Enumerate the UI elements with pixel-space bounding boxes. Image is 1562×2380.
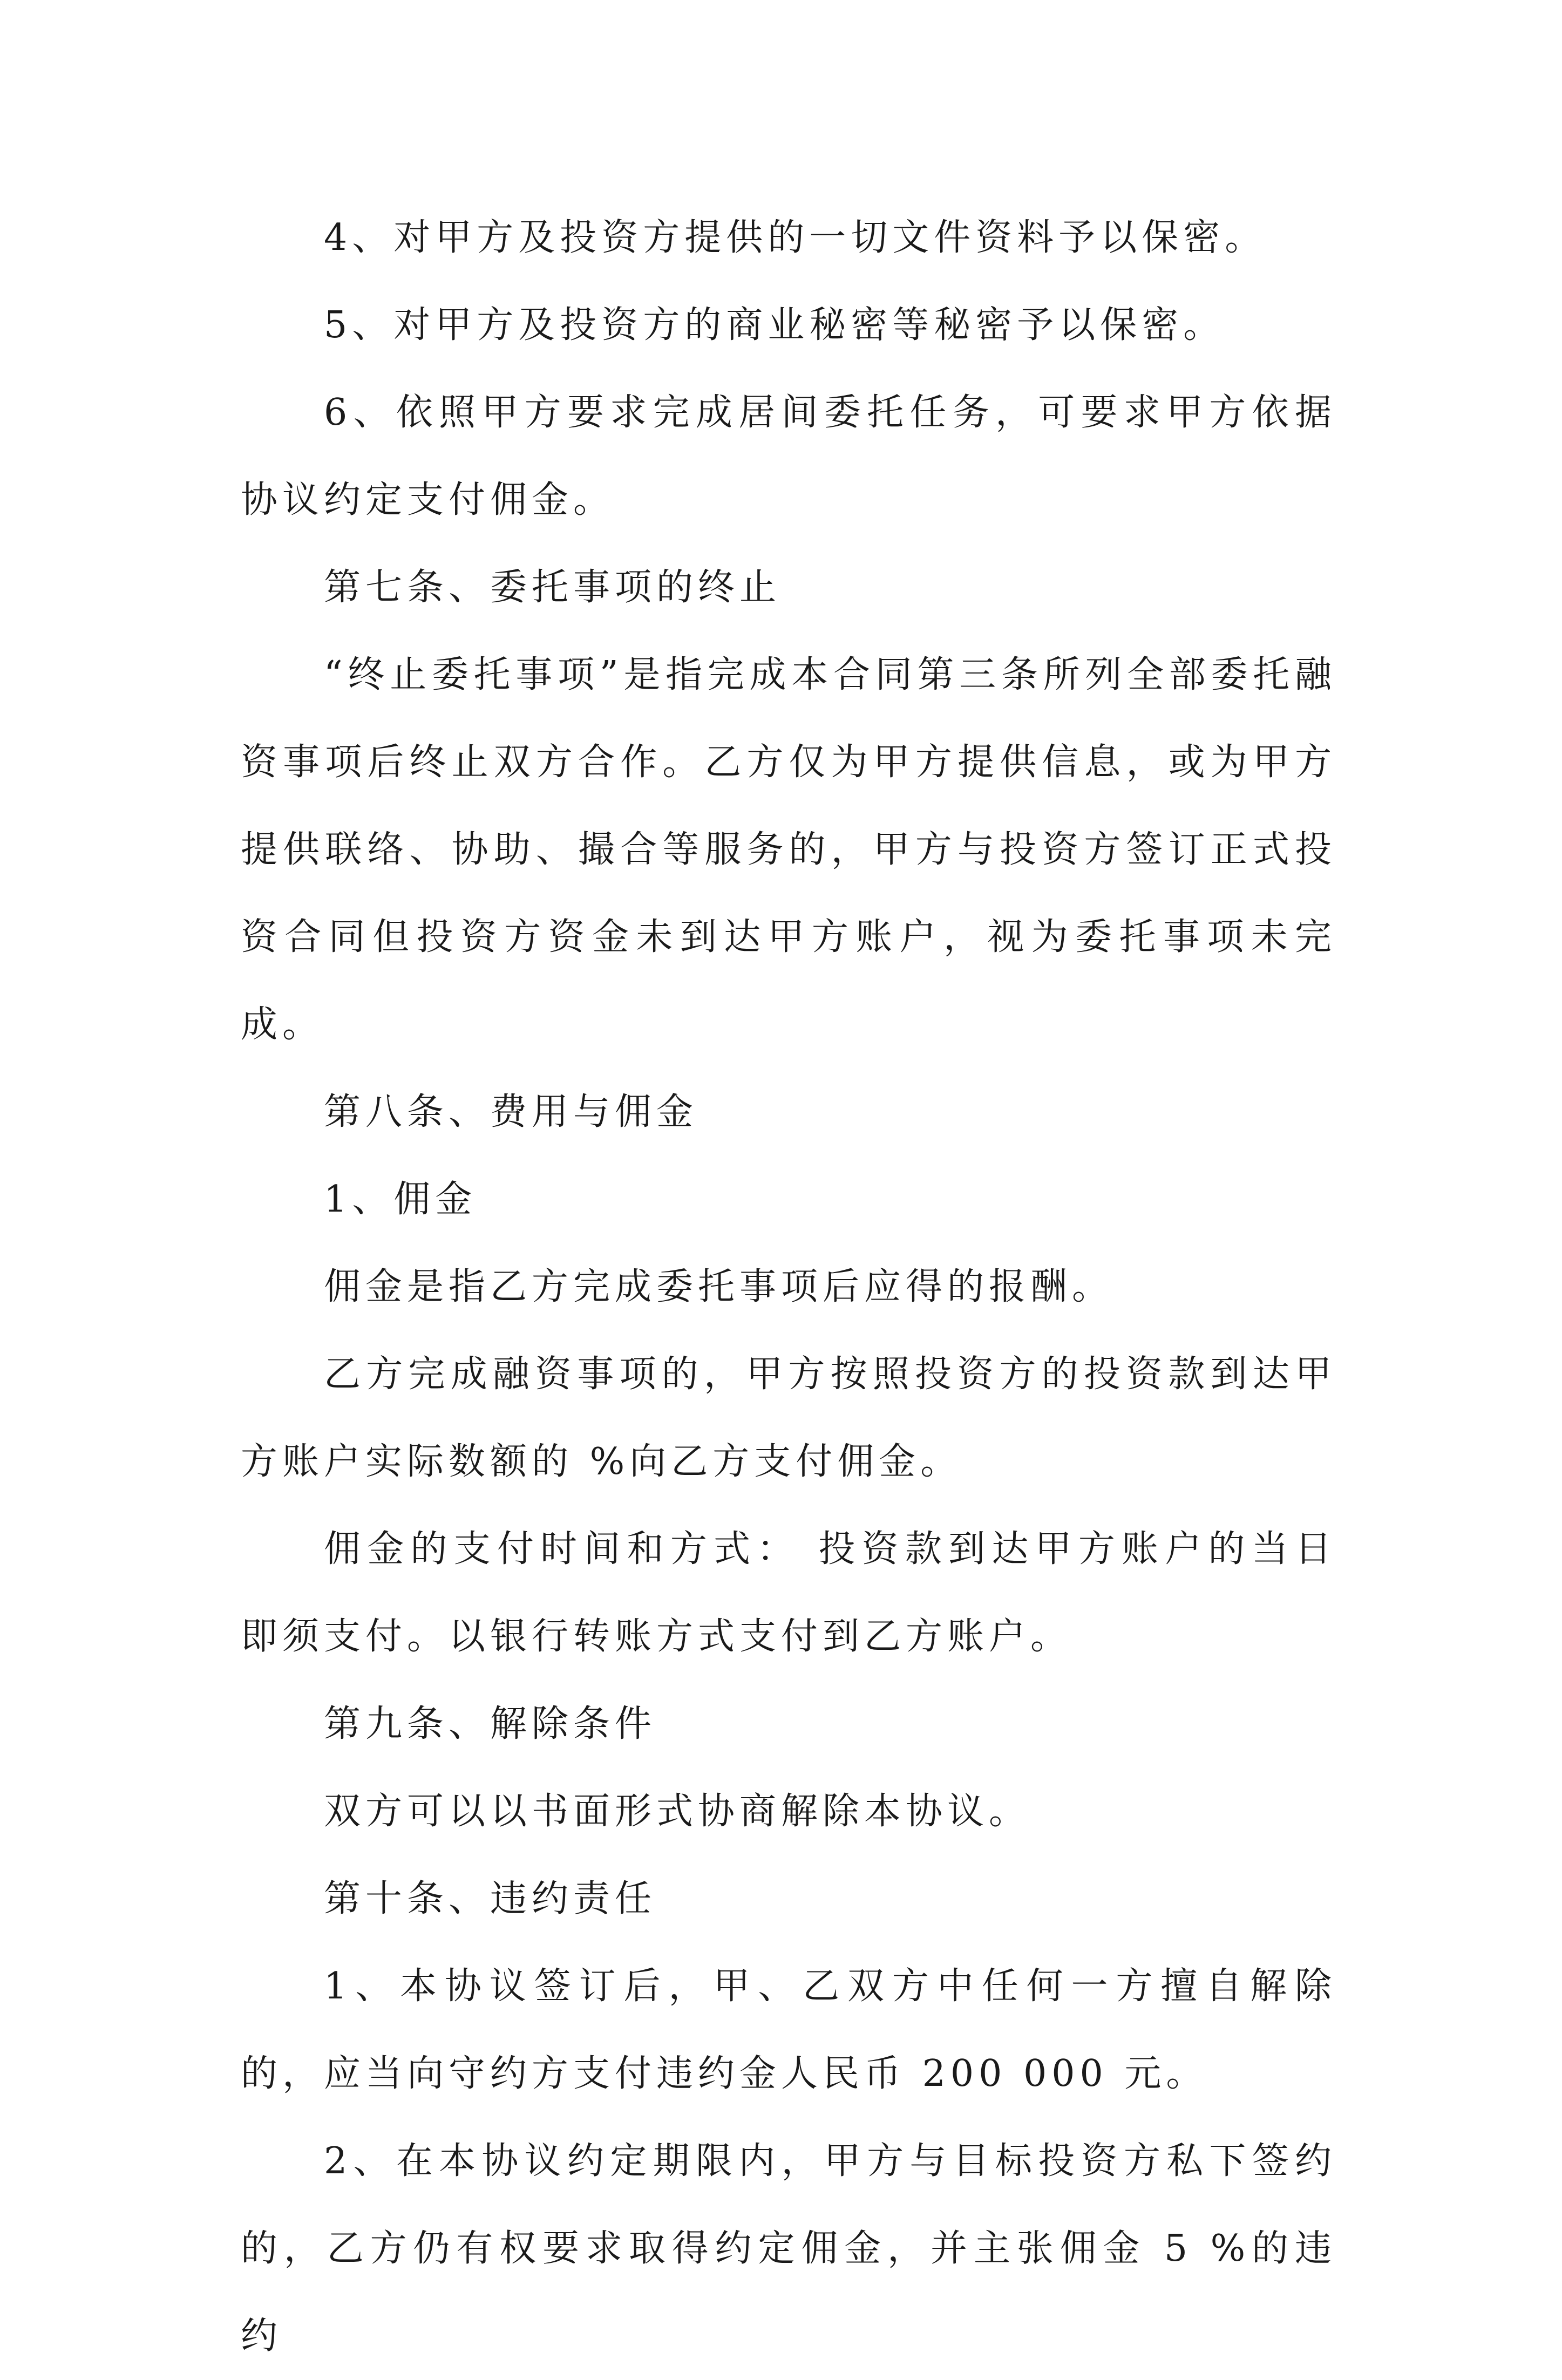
clause-item-4: 4、对甲方及投资方提供的一切文件资料予以保密。 bbox=[324, 216, 1267, 259]
article-8-subheading-commission: 1、佣金 bbox=[324, 1178, 477, 1221]
article-7-body: “终止委托事项”是指完成本合同第三条所列全部委托融资事项后终止双方合作。乙方仅为甲方提供信息，或为甲方提供联络、协助、撮合等服务的，甲方与投资方签订正式投资合同但投资方资金未到达甲方账户，视为委托事项未完成。 bbox=[241, 654, 1336, 1046]
article-8-heading: 第八条、费用与佣金 bbox=[324, 1091, 698, 1133]
commission-rate-clause: 乙方完成融资事项的，甲方按照投资方的投资款到达甲方账户实际数额的 %向乙方支付佣金。 bbox=[241, 1353, 1336, 1483]
breach-clause-1: 1、本协议签订后，甲、乙双方中任何一方擅自解除的，应当向守约方支付违约金人民币 200 000 元。 bbox=[241, 1965, 1336, 2095]
document-body bbox=[241, 194, 1336, 2380]
breach-clause-2: 2、在本协议约定期限内，甲方与目标投资方私下签约的，乙方仍有权要求取得约定佣金，并主张佣金 5 %的违约 bbox=[241, 2140, 1336, 2357]
clause-item-6: 6、依照甲方要求完成居间委托任务，可要求甲方依据协议约定支付佣金。 bbox=[241, 391, 1336, 521]
article-9-heading: 第九条、解除条件 bbox=[324, 1703, 657, 1745]
clause-item-5: 5、对甲方及投资方的商业秘密等秘密予以保密。 bbox=[324, 304, 1225, 346]
commission-payment-clause: 佣金的支付时间和方式： 投资款到达甲方账户的当日即须支付。以银行转账方式支付到乙方账户。 bbox=[241, 1528, 1336, 1658]
article-10-heading: 第十条、违约责任 bbox=[324, 1878, 657, 1920]
commission-definition: 佣金是指乙方完成委托事项后应得的报酬。 bbox=[324, 1266, 1114, 1308]
article-7-heading: 第七条、委托事项的终止 bbox=[324, 566, 782, 609]
article-9-body: 双方可以以书面形式协商解除本协议。 bbox=[324, 1790, 1031, 1833]
